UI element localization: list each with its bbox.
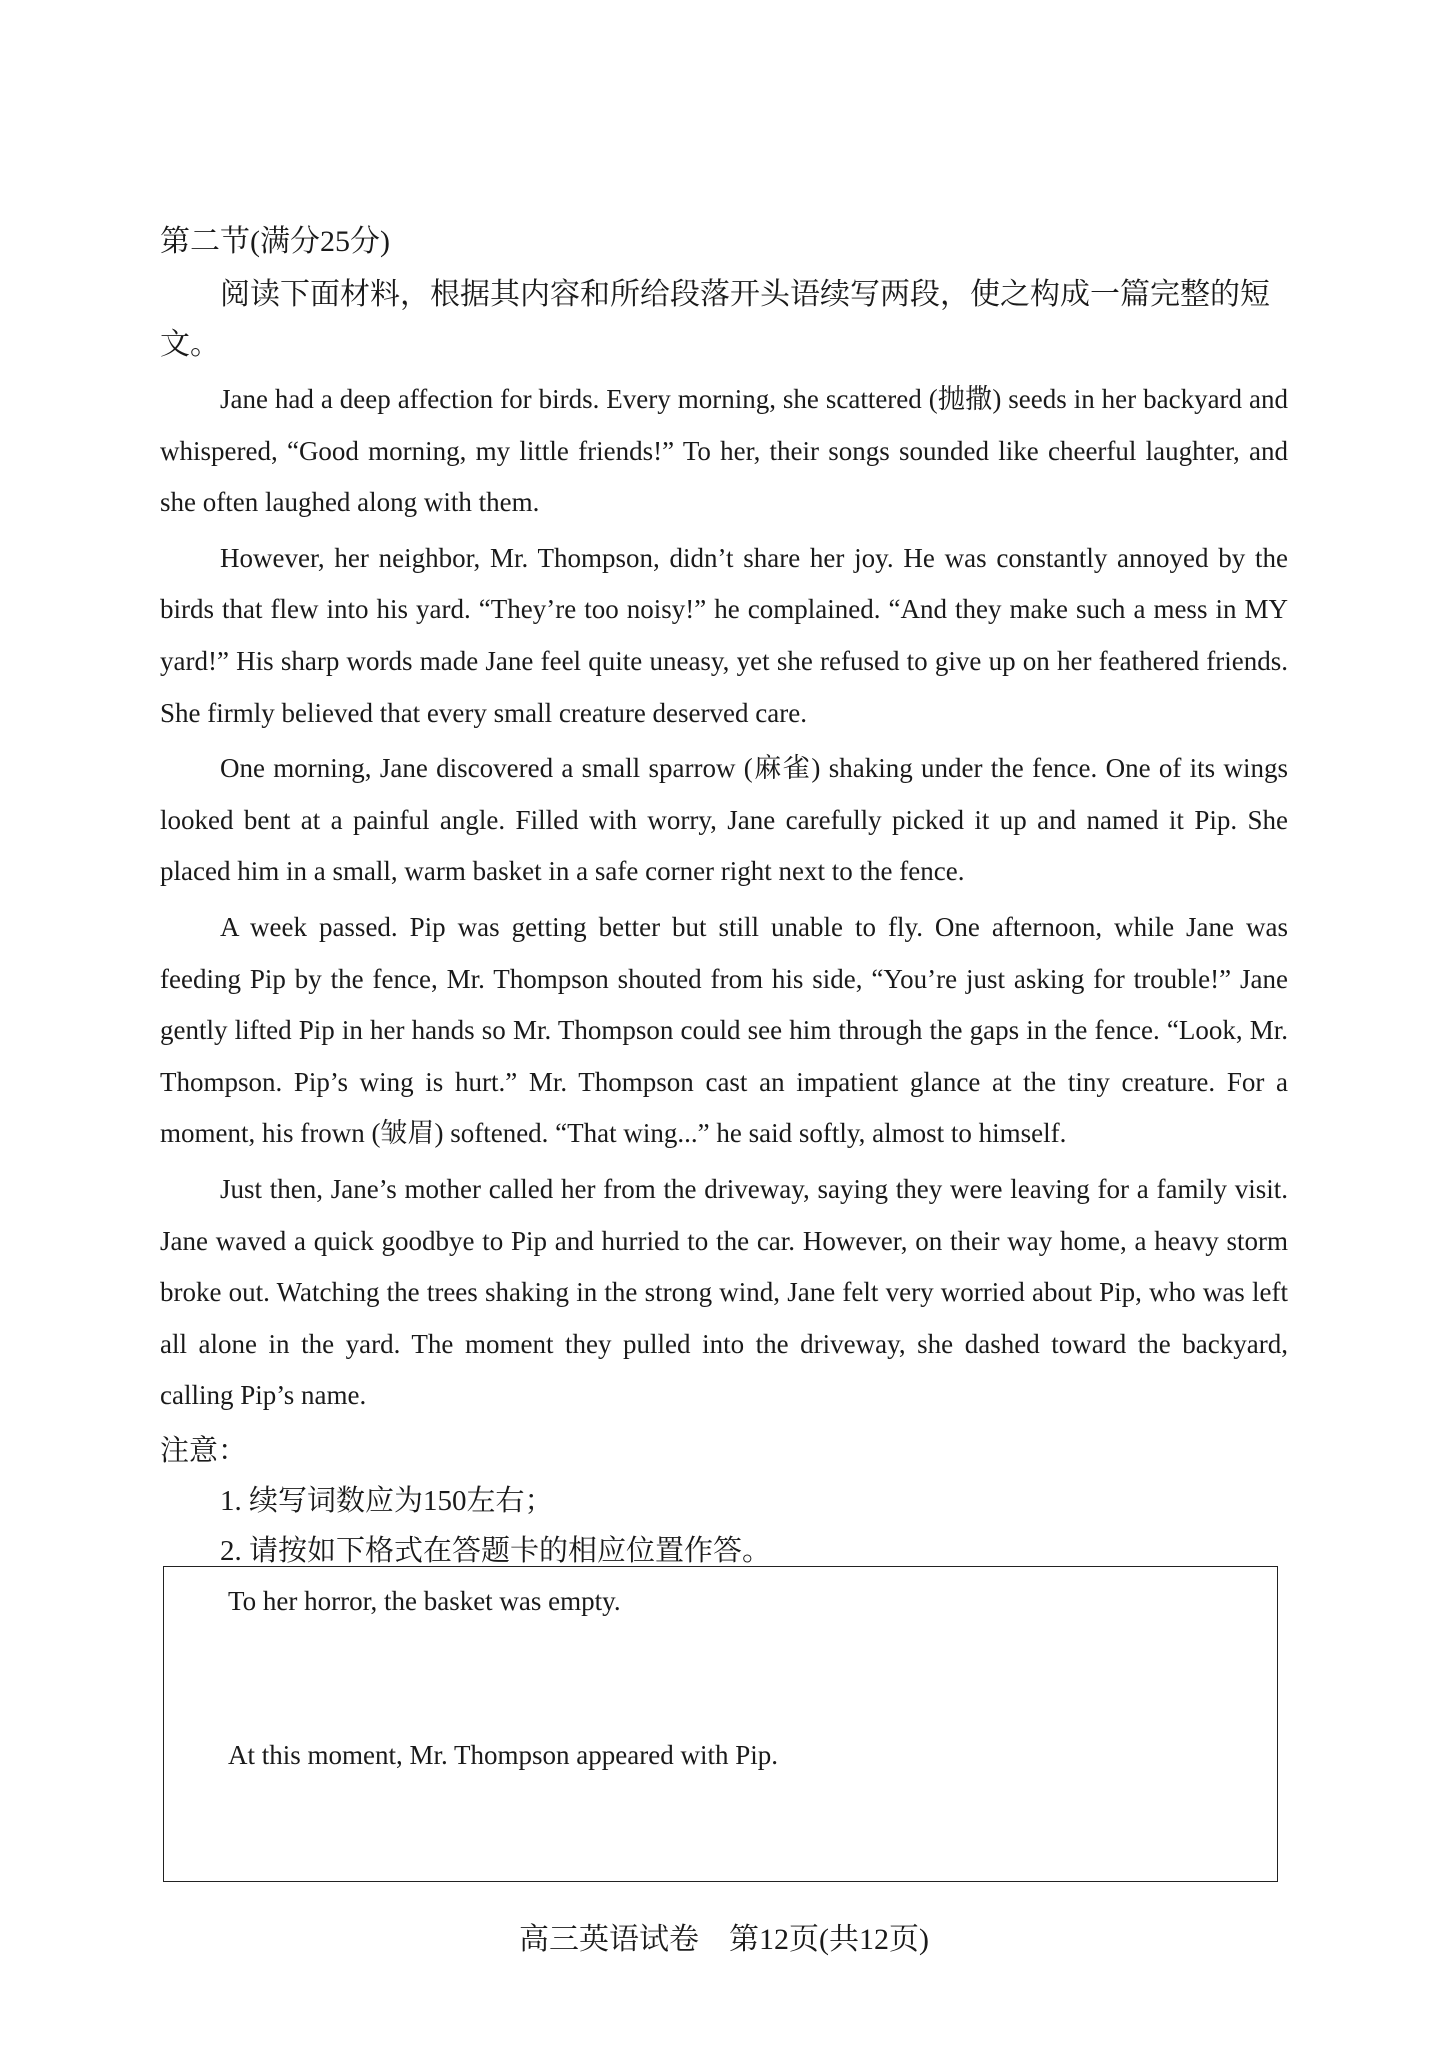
story-paragraph-5: Just then, Jane’s mother called her from the driveway, saying they were leaving for a family visit. Jane waved a quick goodbye to Pip and hurried to the car. However, on their way home, a heavy storm broke out. Watching the trees shaking in the strong wind, Jane felt very worried about Pip, who was left all alone in the yard. The moment they pulled into the driveway, she dashed toward the backyard, calling Pip’s name.	[160, 1173, 1288, 1411]
story-paragraph-3: One morning, Jane discovered a small sparrow (麻雀) shaking under the fence. One of its wings looked bent at a painful angle. Filled with worry, Jane carefully picked it up and named it Pip. She placed him in a small, warm basket in a safe corner right next to the fence.	[160, 753, 1288, 887]
section-title: 第二节(满分25分)	[160, 225, 390, 258]
instruction-text: 阅读下面材料，根据其内容和所给段落开头语续写两段，使之构成一篇完整的短文。	[160, 278, 1270, 361]
exam-page-content	[160, 218, 1288, 1576]
story-paragraph-4: A week passed. Pip was getting better but still unable to fly. One afternoon, while Jane was feeding Pip by the fence, Mr. Thompson shouted from his side, “You’re just asking for trouble!” Jane gently lifted Pip in her hands so Mr. Thompson could see him through the gaps in the fence. “Look, Mr. Thompson. Pip’s wing is hurt.” Mr. Thompson cast an impatient glance at the tiny creature. For a moment, his frown (皱眉) softened. “That wing...” he said softly, almost to himself.	[160, 911, 1288, 1149]
notice-item-format: 2. 请按如下格式在答题卡的相应位置作答。	[220, 1534, 772, 1567]
continuation-opening-2: At this moment, Mr. Thompson appeared with Pip.	[228, 1740, 778, 1770]
story-paragraph-1: Jane had a deep affection for birds. Every morning, she scattered (抛撒) seeds in her backyard and whispered, “Good morning, my little friends!” To her, their songs sounded like cheerful laughter, and she often laughed along with them.	[160, 384, 1288, 518]
answer-format-box	[163, 1566, 1278, 1882]
page-footer: 高三英语试卷 第12页(共12页)	[519, 1923, 929, 1956]
notice-title: 注意：	[160, 1434, 248, 1467]
continuation-opening-1: To her horror, the basket was empty.	[228, 1586, 621, 1616]
story-paragraph-2: However, her neighbor, Mr. Thompson, didn’t share her joy. He was constantly annoyed by the birds that flew into his yard. “They’re too noisy!” he complained. “And they make such a mess in MY yard!” His sharp words made Jane feel quite uneasy, yet she refused to give up on her feathered friends. She firmly believed that every small creature deserved care.	[160, 542, 1288, 728]
notice-item-word-count: 1. 续写词数应为150左右；	[220, 1484, 554, 1517]
